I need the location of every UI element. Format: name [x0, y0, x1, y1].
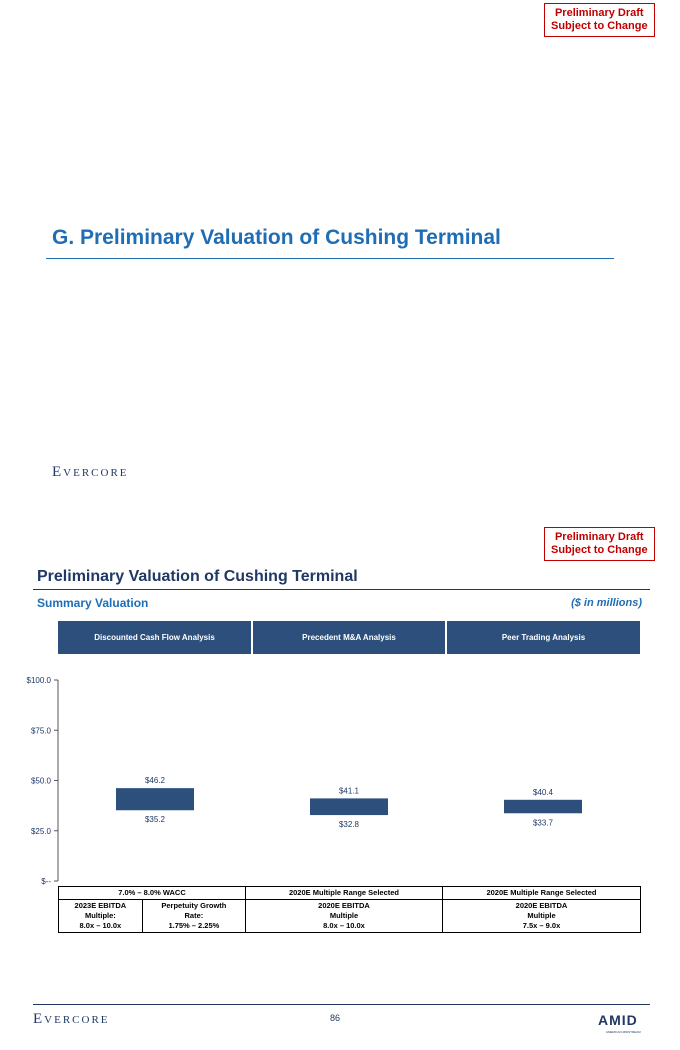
cell-line: 2023E EBITDA	[74, 901, 127, 910]
table-cell: 2020E Multiple Range Selected	[246, 887, 443, 900]
cell-line: 8.0x – 10.0x	[79, 921, 122, 930]
draft-stamp-2-line2: Subject to Change	[551, 544, 648, 556]
draft-stamp-2-line1: Preliminary Draft	[554, 531, 644, 543]
table-cell	[246, 900, 443, 933]
chart-subtitle: Summary Valuation	[37, 596, 149, 610]
cell-line: Multiple:	[84, 911, 116, 920]
table-cell	[142, 900, 245, 933]
valuation-chart	[0, 655, 680, 887]
cell-line: Rate:	[184, 911, 204, 920]
cell-line: 1.75% – 2.25%	[168, 921, 220, 930]
brand-rest: VERCORE	[63, 467, 129, 479]
cell-line: 2020E EBITDA	[318, 901, 370, 910]
draft-stamp-line1: Preliminary Draft	[554, 7, 644, 19]
range-bars	[116, 776, 582, 829]
y-tick-label: $100.0	[26, 676, 51, 685]
y-tick-label: $50.0	[30, 776, 51, 786]
table-cell	[443, 900, 641, 933]
amid-logo: AMID	[598, 1012, 638, 1028]
draft-stamp	[544, 3, 655, 37]
cell-line: Perpetuity Growth	[161, 901, 227, 910]
page-number: 86	[330, 1013, 341, 1023]
cell-line: 8.0x – 10.0x	[323, 921, 365, 930]
methodology-table	[58, 886, 641, 933]
cell-line: 2020E EBITDA	[515, 901, 568, 910]
footer-divider	[33, 1004, 650, 1005]
range-bar	[310, 798, 388, 815]
brand-rest: VERCORE	[44, 1014, 110, 1026]
table-cell: 2020E Multiple Range Selected	[443, 887, 641, 900]
draft-stamp-line2: Subject to Change	[551, 20, 648, 32]
header-dcf: Discounted Cash Flow Analysis	[58, 621, 251, 654]
range-bar	[504, 800, 582, 813]
low-value-label: $33.7	[532, 818, 554, 828]
table-cell: 7.0% – 8.0% WACC	[59, 887, 246, 900]
cell-line: 7.5x – 9.0x	[522, 921, 561, 930]
brand-initial: E	[33, 1011, 45, 1027]
brand-initial: E	[52, 464, 64, 480]
page-title: Preliminary Valuation of Cushing Terminal	[37, 568, 358, 585]
evercore-logo	[52, 463, 129, 481]
header-peer: Peer Trading Analysis	[447, 621, 640, 654]
range-bar	[116, 788, 194, 810]
high-value-label: $46.2	[144, 776, 166, 786]
amid-logo-subtext: AMERICAN MIDSTREAM	[606, 1030, 641, 1034]
low-value-label: $32.8	[338, 820, 360, 830]
title-divider	[33, 589, 650, 590]
cell-line: Multiple	[329, 911, 359, 920]
draft-stamp-2	[544, 527, 655, 561]
section-divider	[46, 258, 614, 259]
table-row	[59, 887, 641, 900]
y-tick-label: $--	[41, 877, 51, 886]
evercore-logo-footer	[33, 1010, 110, 1028]
units-label: ($ in millions)	[571, 597, 642, 609]
section-title: G. Preliminary Valuation of Cushing Terminal	[52, 226, 501, 249]
y-tick-label: $75.0	[30, 726, 51, 736]
table-row	[59, 900, 641, 933]
low-value-label: $35.2	[144, 815, 166, 825]
high-value-label: $41.1	[338, 786, 360, 796]
cell-line: Multiple	[527, 911, 556, 920]
y-tick-label: $25.0	[30, 826, 51, 836]
table-cell	[59, 900, 143, 933]
high-value-label: $40.4	[532, 787, 554, 797]
y-axis	[27, 676, 58, 886]
header-precedent: Precedent M&A Analysis	[253, 621, 445, 654]
